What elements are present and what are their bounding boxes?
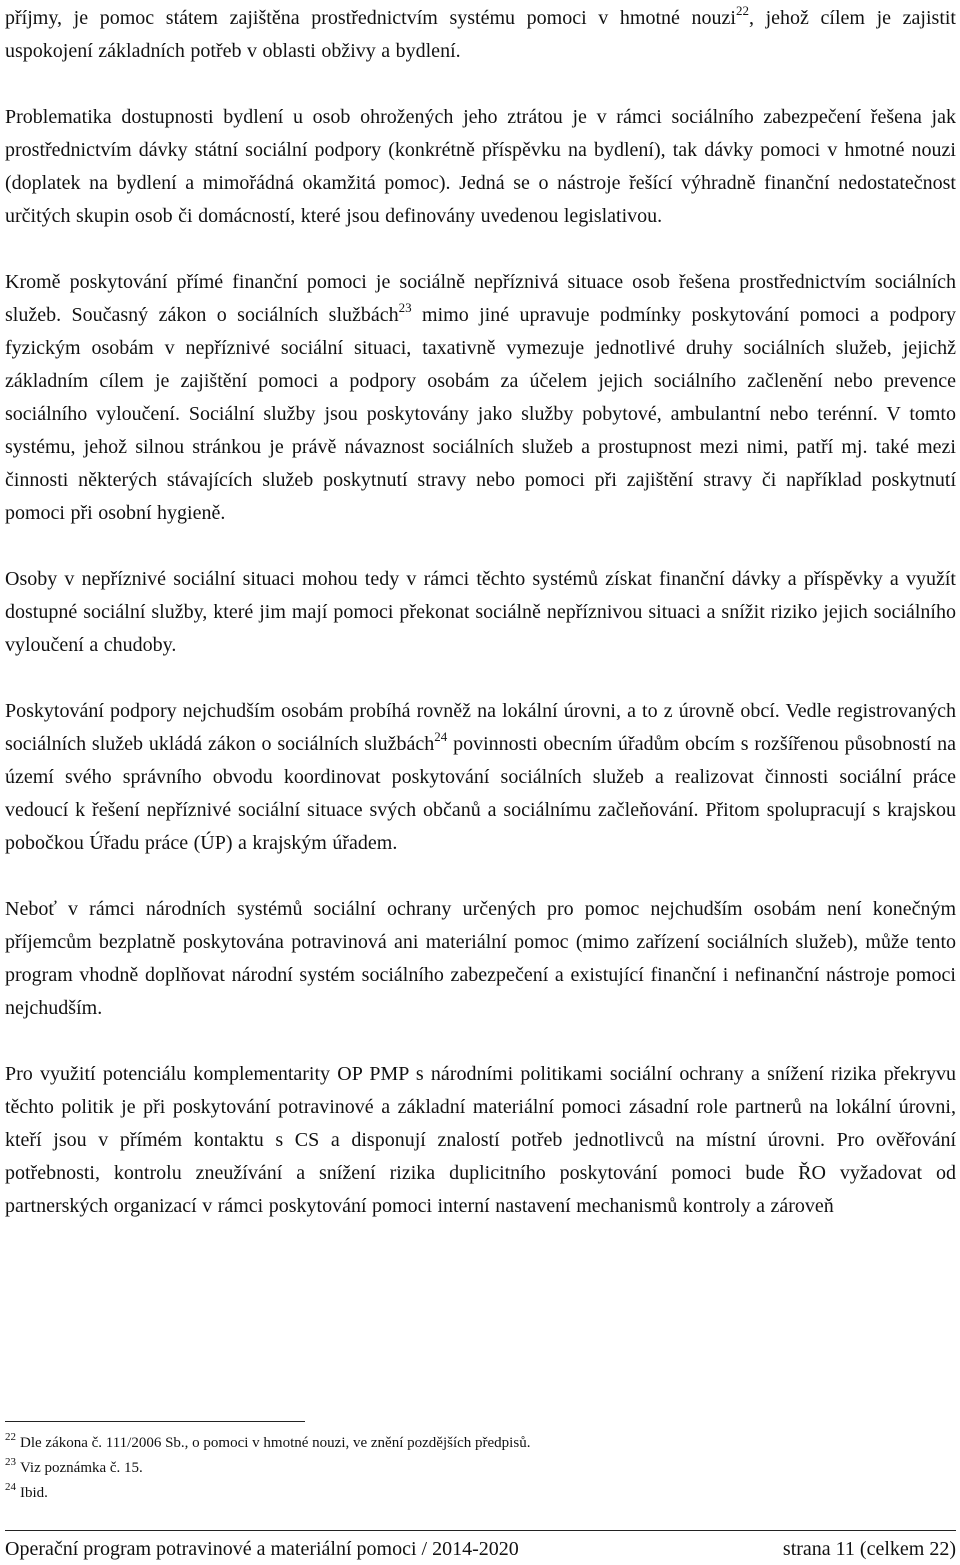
paragraph-text: Poskytování podpory nejchudším osobám probíhá rovněž na lokální úrovni, a to z úrovně obcí. Vedle registrovaných sociálních služeb ukládá zákon o sociálních službách (5, 700, 956, 755)
footnote-ref-24[interactable]: 24 (434, 729, 448, 744)
paragraph-text: Kromě poskytování přímé finanční pomoci je sociálně nepříznivá situace osob řešena prostřednictvím sociálních služeb. Současný zákon o sociálních službách (5, 271, 956, 326)
footer-separator (5, 1530, 956, 1531)
paragraph-text: povinnosti obecním úřadům obcím s rozšířenou působností na území svého správního obvodu koordinovat poskytování sociálních služeb a realizovat činnosti sociální práce vedoucí k řešení nepříznivé sociální situace svých občanů a sociálnímu začleňování. Přitom spolupracují s krajskou pobočkou Úřadu práce (ÚP) a krajským úřadem. (5, 733, 956, 854)
body-text (5, 2, 956, 1223)
page-number: strana 11 (celkem 22) (782, 1538, 956, 1560)
footnote-text: Dle zákona č. 111/2006 Sb., o pomoci v hmotné nouzi, ve znění pozdějších předpisů. (20, 1435, 531, 1451)
footnote-ref-23[interactable]: 23 (398, 300, 412, 315)
paragraph-text: příjmy, je pomoc státem zajištěna prostřednictvím systému pomoci v hmotné nouzi (5, 7, 736, 29)
footnote-separator (5, 1421, 305, 1422)
footnote-ref-22[interactable]: 22 (735, 3, 749, 18)
footnote-text: Viz poznámka č. 15. (20, 1460, 143, 1476)
paragraph-3 (5, 266, 956, 530)
paragraph-6: Neboť v rámci národních systémů sociální ochrany určených pro pomoc nejchudším osobám není konečným příjemcům bezplatně poskytována potravinová ani materiální pomoc (mimo zařízení sociálních služeb), může tento program vhodně doplňovat národní systém sociálního zabezpečení a existující finanční i nefinanční nástroje pomoci nejchudším. (5, 898, 956, 1019)
footnote-number: 23 (5, 1456, 16, 1468)
footnote-number: 24 (5, 1481, 16, 1493)
footer-title: Operační program potravinové a materiální pomoci / 2014-2020 (5, 1538, 519, 1560)
footnote-24 (5, 1481, 905, 1506)
paragraph-7: Pro využití potenciálu komplementarity OP PMP s národními politikami sociální ochrany a snížení rizika překryvu těchto politik je při poskytování potravinové a základní materiální pomoci zásadní role partnerů na lokální úrovni, kteří jsou v přímém kontaktu s CS a disponují znalostí potřeb jednotlivců na místní úrovni. Pro ověřování potřebnosti, kontrolu zneužívání a snížení rizika duplicitního poskytování pomoci bude ŘO vyžadovat od partnerských organizací v rámci poskytování pomoci interní nastavení mechanismů kontroly a zároveň (5, 1063, 956, 1217)
paragraph-text: mimo jiné upravuje podmínky poskytování pomoci a podpory fyzickým osobám v nepříznivé sociální situaci, taxativně vymezuje jednotlivé druhy sociálních služeb, jejichž základním cílem je zajištění pomoci a podpory osobám za účelem jejich sociálního začlenění nebo prevence sociálního vyloučení. Sociální služby jsou poskytovány jako služby pobytové, ambulantní nebo terénní. V tomto systému, jehož silnou stránkou je právě návaznost sociálních služeb a prostupnost mezi nimi, patří mj. také mezi činnosti některých stávajících služeb poskytnutí stravy nebo pomoci při zajištění stravy či například poskytnutí pomoci při osobní hygieně. (5, 304, 957, 524)
paragraph-5 (5, 695, 956, 860)
paragraph-4: Osoby v nepříznivé sociální situaci mohou tedy v rámci těchto systémů získat finanční dávky a příspěvky a využít dostupné sociální služby, které jim mají pomoci překonat sociálně nepříznivou situaci a snížit riziko jejich sociálního vyloučení a chudoby. (5, 568, 956, 656)
paragraph-1 (5, 2, 956, 68)
footnote-number: 22 (5, 1431, 16, 1443)
paragraph-text: , jehož cílem je zajistit uspokojení základních potřeb v oblasti obživy a bydlení. (5, 7, 956, 62)
footnotes (5, 1431, 905, 1506)
footnote-23 (5, 1456, 905, 1481)
paragraph-2: Problematika dostupnosti bydlení u osob ohrožených jeho ztrátou je v rámci sociálního zabezpečení řešena jak prostřednictvím dávky státní sociální podpory (konkrétně příspěvku na bydlení), tak dávky pomoci v hmotné nouzi (doplatek na bydlení a mimořádná okamžitá pomoc). Jedná se o nástroje řešící výhradně finanční nedostatečnost určitých skupin osob či domácností, které jsou definovány uvedenou legislativou. (5, 106, 956, 227)
page-footer (5, 1536, 956, 1562)
footnote-22 (5, 1431, 905, 1456)
footnote-text: Ibid. (20, 1485, 48, 1501)
